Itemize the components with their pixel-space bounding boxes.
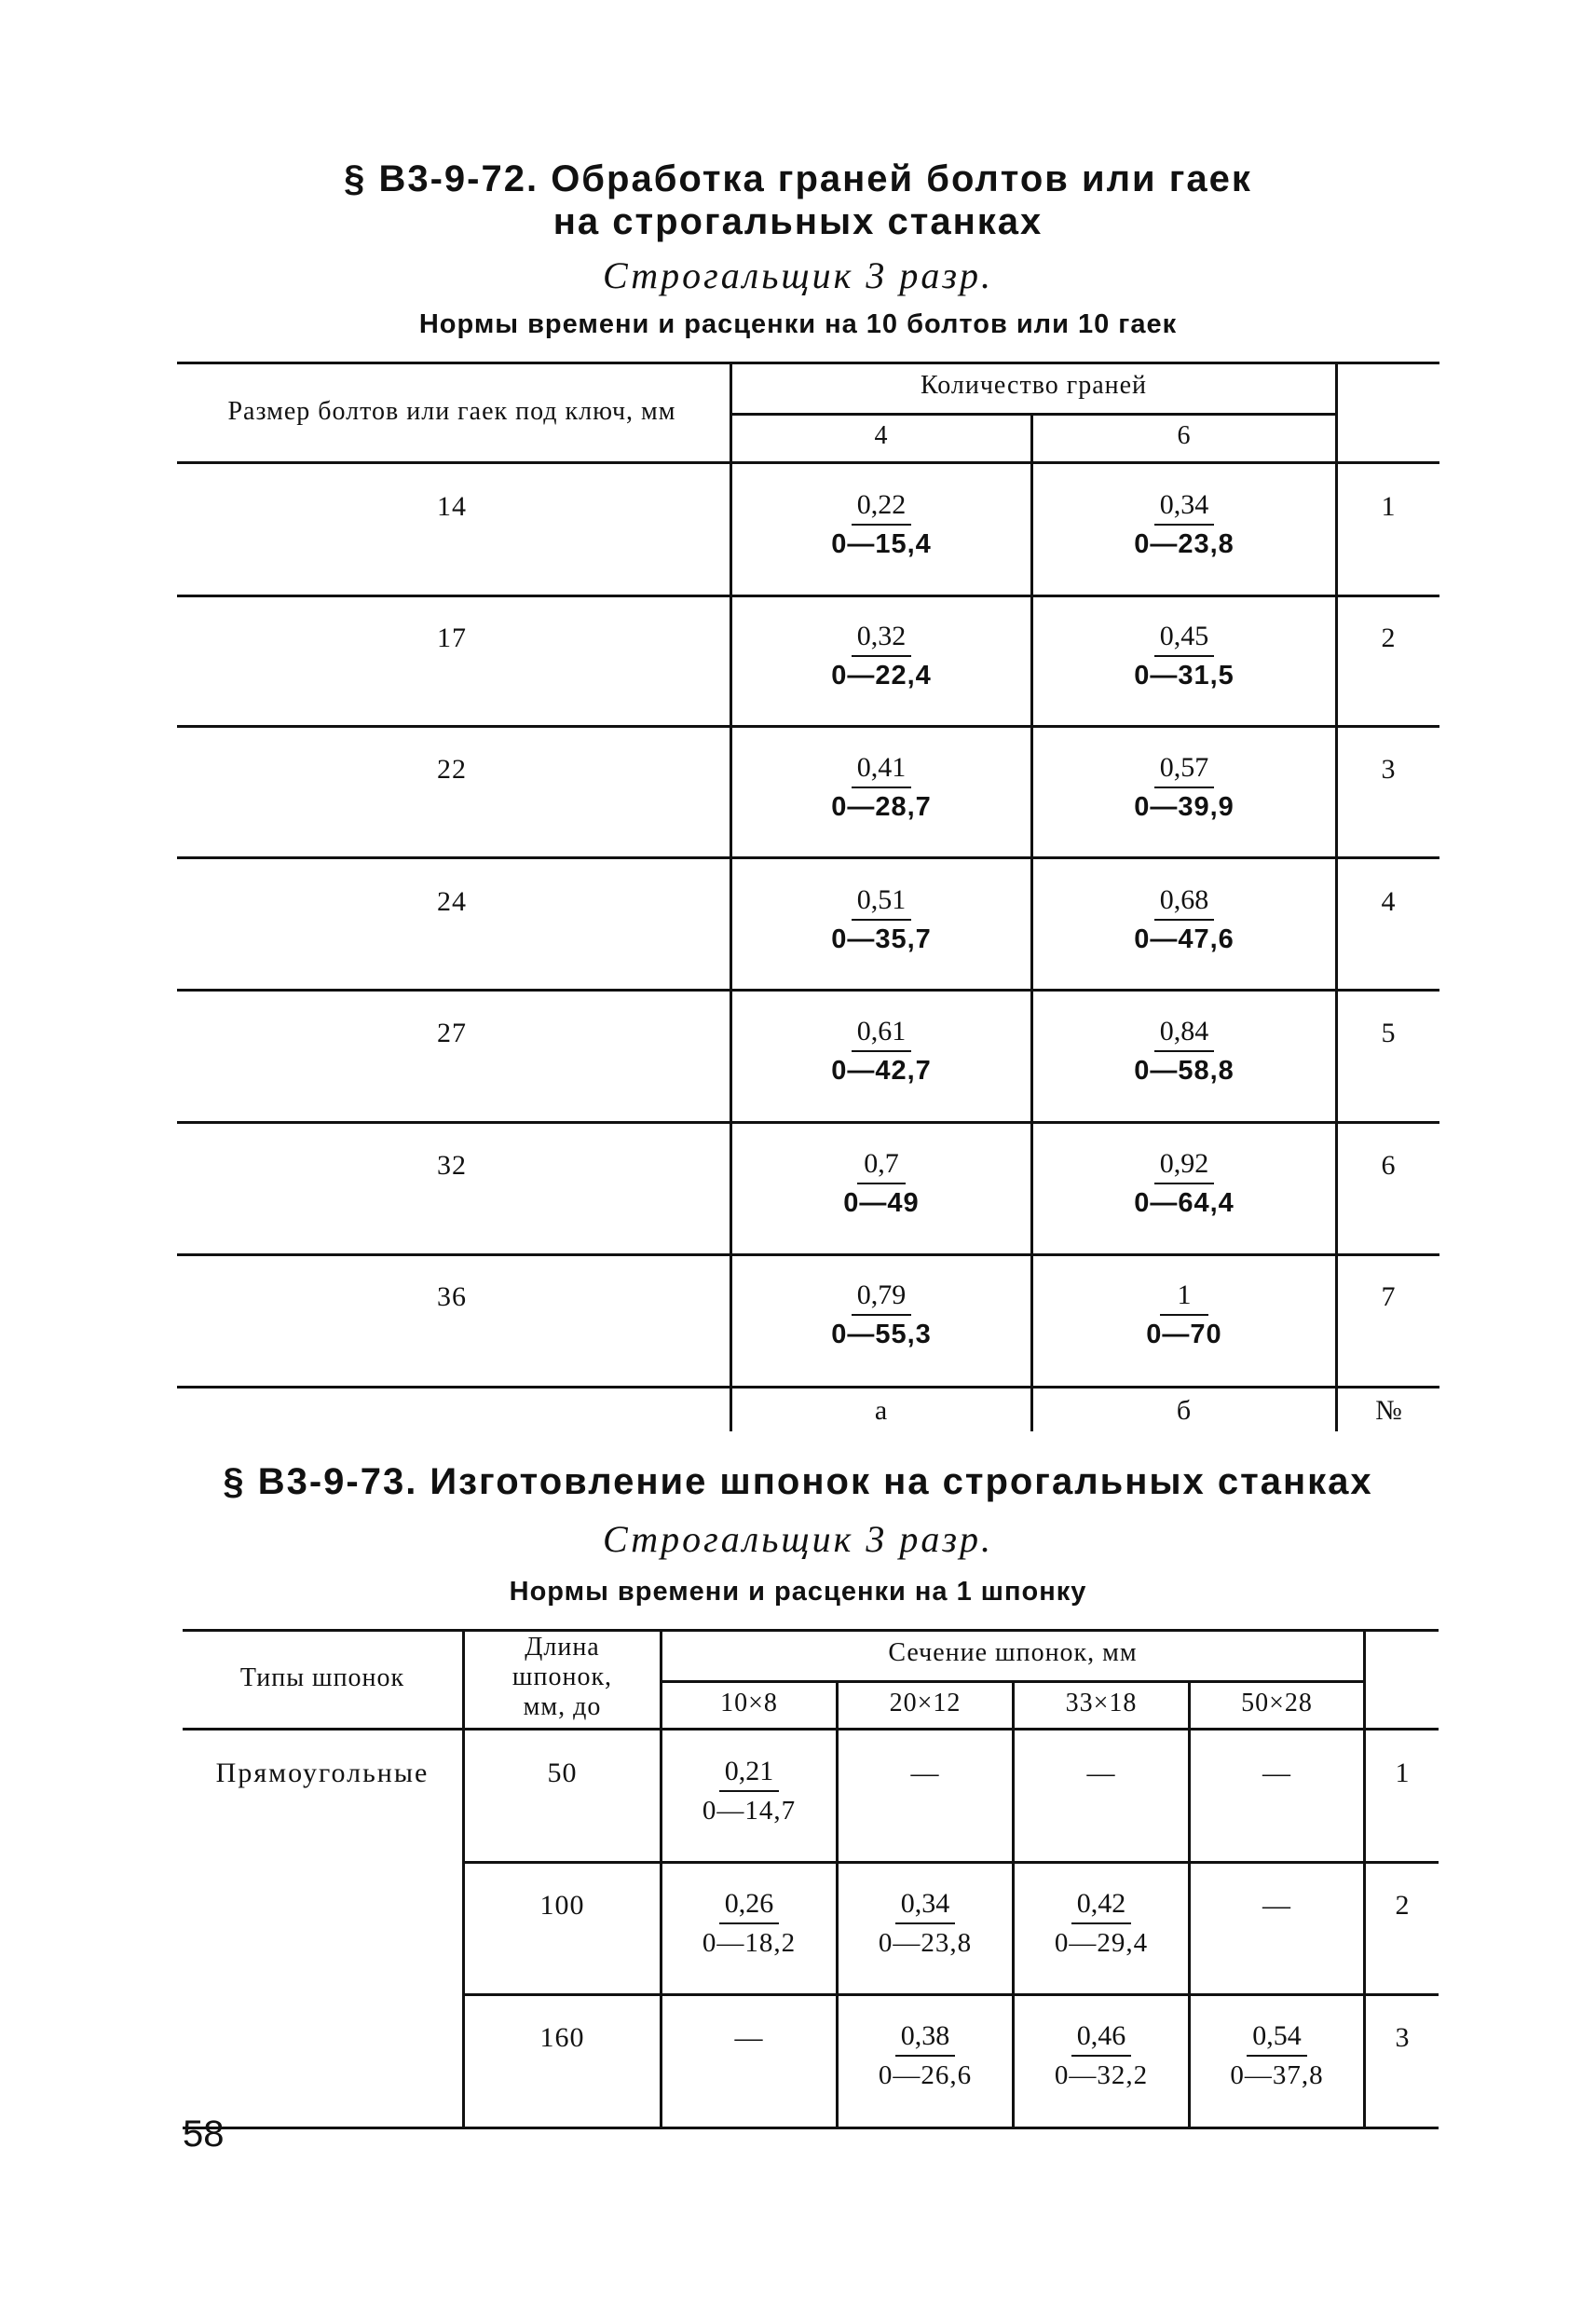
table2-value: $\frac{0,46}{0—32,2}$ bbox=[1054, 2020, 1149, 2090]
table2-bottom-rule bbox=[183, 2127, 1439, 2129]
table2-value: $\frac{0,42}{0—29,4}$ bbox=[1054, 1888, 1149, 1958]
table2-top-rule bbox=[183, 1629, 1439, 1632]
table2-value: $\frac{0,34}{0—23,8}$ bbox=[878, 1888, 973, 1958]
table1-value-a: $\frac{0,79}{0—55,3}$ bbox=[831, 1279, 932, 1349]
table1-footer-b: б bbox=[1176, 1395, 1193, 1426]
table1-bottom-rule bbox=[177, 1386, 1439, 1389]
table2-value-empty: — bbox=[1262, 1890, 1291, 1921]
table2-row-number: 1 bbox=[1395, 1758, 1410, 1788]
table1-row-number: 1 bbox=[1381, 491, 1396, 522]
table2-length: 100 bbox=[539, 1890, 585, 1921]
table2-value: $\frac{0,38}{0—26,6}$ bbox=[878, 2020, 973, 2090]
section1-title-line1: § В3-9-72. Обработка граней болтов или гаек bbox=[344, 158, 1252, 199]
table1-value-a: $\frac{0,32}{0—22,4}$ bbox=[831, 621, 932, 691]
table1-size: 24 bbox=[437, 886, 467, 917]
table1-header-size: Размер болтов или гаек под ключ, мм bbox=[227, 397, 676, 426]
table2-value-empty: — bbox=[1086, 1758, 1116, 1788]
table1-value-b: $\frac{1}{0—70}$ bbox=[1146, 1279, 1222, 1349]
table1-size: 14 bbox=[437, 491, 467, 522]
table2-header-length: Длина шпонок, мм, до bbox=[512, 1633, 613, 1721]
table1-row-rule bbox=[177, 1121, 1439, 1124]
table1-value-a: $\frac{0,7}{0—49}$ bbox=[843, 1148, 920, 1218]
table1-value-b: $\frac{0,57}{0—39,9}$ bbox=[1134, 752, 1235, 822]
table1-subheader-4: 4 bbox=[874, 421, 889, 450]
table1-row-rule bbox=[177, 856, 1439, 859]
table2-header-group: Сечение шпонок, мм bbox=[888, 1638, 1138, 1667]
table1-header-group: Количество граней bbox=[920, 371, 1148, 400]
table1-size: 17 bbox=[437, 622, 467, 653]
table1-group-rule bbox=[732, 413, 1338, 416]
table1-value-b: $\frac{0,92}{0—64,4}$ bbox=[1134, 1148, 1235, 1218]
table1-header-rule bbox=[177, 461, 1439, 464]
table1-top-rule bbox=[177, 362, 1439, 364]
table1-size: 32 bbox=[437, 1150, 467, 1181]
section1-worker: Строгальщик 3 разр. bbox=[603, 254, 993, 296]
table1-row-number: 6 bbox=[1381, 1150, 1396, 1181]
page-number: 58 bbox=[183, 2114, 225, 2155]
table1-value-a: $\frac{0,22}{0—15,4}$ bbox=[831, 489, 932, 559]
table2-subheader: 20×12 bbox=[889, 1689, 962, 1717]
table1-row-rule bbox=[177, 989, 1439, 992]
table1-footer-a: а bbox=[874, 1395, 889, 1426]
table1-value-a: $\frac{0,61}{0—42,7}$ bbox=[831, 1016, 932, 1086]
table1-row-rule bbox=[177, 595, 1439, 597]
table2-row-rule bbox=[462, 1861, 1439, 1864]
table2-type-label: Прямоугольные bbox=[215, 1758, 430, 1788]
table1-value-b: $\frac{0,45}{0—31,5}$ bbox=[1134, 621, 1235, 691]
section1-caption: Нормы времени и расценки на 10 болтов или 10 гаек bbox=[418, 309, 1178, 339]
table2-row-number: 3 bbox=[1395, 2022, 1410, 2053]
table1-footer-number: № bbox=[1375, 1395, 1403, 1426]
section1-title-line2: на строгальных станках bbox=[552, 201, 1044, 242]
table1-row-number: 3 bbox=[1381, 754, 1396, 785]
table2-length: 50 bbox=[547, 1758, 578, 1788]
table1-row-number: 2 bbox=[1381, 622, 1396, 653]
table2-header-rule bbox=[183, 1728, 1439, 1731]
table2-row-rule bbox=[462, 1993, 1439, 1996]
table1-size: 36 bbox=[437, 1281, 467, 1312]
table2-subheader: 50×28 bbox=[1241, 1689, 1313, 1717]
table1-row-rule bbox=[177, 1253, 1439, 1256]
table2-value: $\frac{0,26}{0—18,2}$ bbox=[702, 1888, 797, 1958]
table1-value-a: $\frac{0,41}{0—28,7}$ bbox=[831, 752, 932, 822]
table1-value-a: $\frac{0,51}{0—35,7}$ bbox=[831, 884, 932, 954]
table1-row-number: 4 bbox=[1381, 886, 1396, 917]
table2-value-empty: — bbox=[734, 2022, 764, 2053]
table1-value-b: $\frac{0,68}{0—47,6}$ bbox=[1134, 884, 1235, 954]
table2-row-number: 2 bbox=[1395, 1890, 1410, 1921]
table2-subheader: 33×18 bbox=[1065, 1689, 1138, 1717]
table1-value-b: $\frac{0,34}{0—23,8}$ bbox=[1134, 489, 1235, 559]
table2-subheader: 10×8 bbox=[720, 1689, 778, 1717]
table2-header-type: Типы шпонок bbox=[239, 1663, 405, 1692]
table1-row-rule bbox=[177, 725, 1439, 728]
table1-size: 22 bbox=[437, 754, 467, 785]
section2-caption: Нормы времени и расценки на 1 шпонку bbox=[509, 1577, 1087, 1607]
table2-value-empty: — bbox=[910, 1758, 940, 1788]
table2-value: $\frac{0,21}{0—14,7}$ bbox=[702, 1756, 797, 1826]
table1-value-b: $\frac{0,84}{0—58,8}$ bbox=[1134, 1016, 1235, 1086]
section2-worker: Строгальщик 3 разр. bbox=[603, 1518, 993, 1560]
table1-row-number: 5 bbox=[1381, 1018, 1396, 1048]
table1-size: 27 bbox=[437, 1018, 467, 1048]
table1-vrule bbox=[1335, 362, 1338, 1431]
table2-vrule bbox=[1363, 1629, 1366, 2129]
table2-length: 160 bbox=[539, 2022, 585, 2053]
table2-value-empty: — bbox=[1262, 1758, 1291, 1788]
table1-subheader-6: 6 bbox=[1177, 421, 1192, 450]
table1-row-number: 7 bbox=[1381, 1281, 1396, 1312]
section2-title: § В3-9-73. Изготовление шпонок на строгальных станках bbox=[223, 1461, 1373, 1502]
table2-value: $\frac{0,54}{0—37,8}$ bbox=[1230, 2020, 1324, 2090]
